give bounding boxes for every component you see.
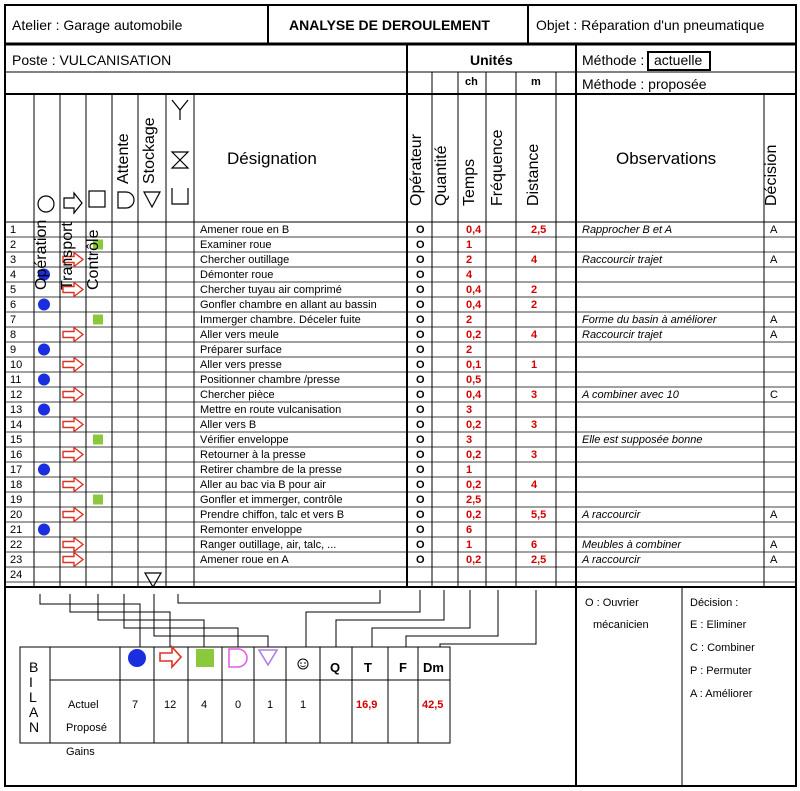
row-designation: Retourner à la presse	[200, 449, 306, 461]
row-number: 4	[10, 269, 17, 281]
bilan-actuel-controle: 4	[201, 699, 208, 711]
row-number: 15	[10, 434, 23, 446]
row-number: 22	[10, 539, 23, 551]
transport-symbol-icon	[64, 193, 82, 213]
bilan-propose-label: Proposé	[66, 722, 107, 734]
bilan-transport-icon	[160, 647, 181, 667]
row-temps: 1	[466, 464, 473, 476]
row-distance: 2,5	[531, 224, 547, 236]
row24-stockage-icon	[145, 573, 161, 587]
col-controle-header: Contrôle	[85, 229, 102, 290]
col-stockage-header: Stockage	[141, 117, 158, 184]
row-designation: Démonter roue	[200, 269, 274, 281]
bilan-operator-icon	[298, 659, 308, 669]
unit-ch-label: ch	[465, 76, 478, 88]
row-observation: Raccourcir trajet	[582, 329, 663, 341]
bilan-letter: L	[29, 689, 37, 705]
transport-marker-icon	[63, 553, 83, 567]
operation-symbol-icon	[38, 196, 54, 212]
row-temps: 2,5	[466, 494, 482, 506]
row-number: 9	[10, 344, 17, 356]
row-operateur: O	[416, 239, 425, 251]
row-operateur: O	[416, 554, 425, 566]
row-temps: 0,4	[466, 284, 482, 296]
row-number: 12	[10, 389, 23, 401]
col-transport-header: Transport	[59, 222, 76, 290]
row-decision: A	[770, 554, 778, 566]
operation-marker-icon	[38, 524, 50, 536]
bilan-actuel-t: 16,9	[356, 699, 378, 711]
row-observation: A raccourcir	[582, 509, 641, 521]
row-temps: 0,4	[466, 389, 482, 401]
row-designation: Gonfler chambre en allant au bassin	[200, 299, 377, 311]
row-temps: 0,4	[466, 299, 482, 311]
bilan-controle-icon	[196, 649, 214, 667]
transport-marker-icon	[63, 358, 83, 372]
methode-proposee-label: Méthode : proposée	[582, 76, 707, 92]
row-temps: 0,2	[466, 554, 482, 566]
transport-marker-icon	[63, 478, 83, 492]
stockage-symbol-icon	[144, 192, 160, 207]
row-designation: Amener roue en B	[200, 224, 290, 236]
methode-actuelle-value: actuelle	[654, 52, 703, 68]
row-number: 8	[10, 329, 17, 341]
row-designation: Prendre chiffon, talc et vers B	[200, 509, 345, 521]
row-distance: 2,5	[531, 554, 547, 566]
legend-eliminer: E : Eliminer	[690, 619, 747, 631]
row-designation: Remonter enveloppe	[200, 524, 303, 536]
row-observation: Forme du basin à améliorer	[582, 314, 717, 326]
row-temps: 0,2	[466, 329, 482, 341]
row-designation: Mettre en route vulcanisation	[200, 404, 342, 416]
bilan-actuel-dm: 42,5	[422, 699, 444, 711]
operation-marker-icon	[38, 374, 50, 386]
legend-combiner: C : Combiner	[690, 642, 755, 654]
attente-symbol-icon	[118, 192, 134, 208]
operation-marker-icon	[38, 464, 50, 476]
bilan-actuel-operation: 7	[132, 699, 139, 711]
row-operateur: O	[416, 389, 425, 401]
bilan-letter: N	[29, 719, 40, 735]
bilan-letter: I	[29, 674, 33, 690]
row-number: 5	[10, 284, 17, 296]
row-temps: 6	[466, 524, 473, 536]
row-operateur: O	[416, 524, 425, 536]
col-designation-header: Désignation	[227, 149, 317, 168]
legend-permuter: P : Permuter	[690, 665, 752, 677]
row-designation: Vérifier enveloppe	[200, 434, 289, 446]
row-operateur: O	[416, 449, 425, 461]
row-number: 17	[10, 464, 23, 476]
col-quantite-header: Quantité	[433, 145, 450, 206]
row-decision: A	[770, 539, 778, 551]
row-temps: 3	[466, 434, 473, 446]
controle-symbol-icon	[89, 191, 105, 207]
row-decision: A	[770, 314, 778, 326]
row-distance: 3	[531, 449, 538, 461]
row-operateur: O	[416, 509, 425, 521]
row-distance: 2	[531, 284, 538, 296]
transport-marker-icon	[63, 448, 83, 462]
row-distance: 4	[531, 329, 538, 341]
row-designation: Ranger outillage, air, talc, ...	[200, 539, 337, 551]
row-designation: Chercher tuyau air comprimé	[200, 284, 342, 296]
row-operateur: O	[416, 404, 425, 416]
row-number: 7	[10, 314, 17, 326]
row-number: 10	[10, 359, 23, 371]
row-number: 6	[10, 299, 17, 311]
row-number: 13	[10, 404, 23, 416]
bilan-symbol-header	[128, 647, 308, 669]
row-designation: Chercher pièce	[200, 389, 275, 401]
row-operateur: O	[416, 254, 425, 266]
legend-ouvrier-1: O : Ouvrier	[585, 597, 639, 609]
bilan-q-header: Q	[330, 660, 341, 675]
row-designation: Aller vers meule	[200, 329, 279, 341]
row-designation: Aller vers presse	[200, 359, 282, 371]
bilan-letter: B	[29, 659, 39, 675]
bilan-actuel-transport: 12	[164, 699, 177, 711]
row-distance: 3	[531, 419, 538, 431]
row-operateur: O	[416, 539, 425, 551]
row-designation: Immerger chambre. Déceler fuite	[200, 314, 361, 326]
row-operateur: O	[416, 329, 425, 341]
col-operation-header: Opération	[33, 219, 50, 290]
col-attente-header: Attente	[115, 133, 132, 184]
operation-marker-icon	[38, 404, 50, 416]
bilan-letter: A	[29, 704, 39, 720]
row-number: 11	[10, 374, 22, 386]
row-designation: Amener roue en A	[200, 554, 289, 566]
unit-m-label: m	[531, 76, 541, 88]
row-operateur: O	[416, 374, 425, 386]
col-observations-header: Observations	[616, 149, 717, 168]
row-temps: 0,2	[466, 419, 482, 431]
col-operateur-header: Opérateur	[408, 133, 425, 206]
row-distance: 1	[531, 359, 538, 371]
row-designation: Positionner chambre /presse	[200, 374, 341, 386]
row-operateur: O	[416, 464, 425, 476]
row-decision: C	[770, 389, 778, 401]
col-temps-header: Temps	[461, 158, 478, 206]
row-temps: 2	[466, 314, 473, 326]
row-number: 1	[10, 224, 17, 236]
bilan-dm-header: Dm	[423, 660, 444, 675]
objet-label: Objet : Réparation d'un pneumatique	[536, 17, 765, 33]
row-distance: 6	[531, 539, 538, 551]
page-title: ANALYSE DE DEROULEMENT	[289, 17, 490, 33]
row-distance: 5,5	[531, 509, 547, 521]
bilan-t-header: T	[364, 660, 372, 675]
row-temps: 1	[466, 539, 473, 551]
row-designation: Aller au bac via B pour air	[200, 479, 326, 491]
row-temps: 2	[466, 254, 473, 266]
operation-marker-icon	[38, 344, 50, 356]
transport-marker-icon	[63, 388, 83, 402]
legend-decision-title: Décision :	[690, 597, 739, 609]
row-decision: A	[770, 254, 778, 266]
row-temps: 1	[466, 239, 473, 251]
row-number: 16	[10, 449, 23, 461]
row-decision: A	[770, 509, 778, 521]
bilan-actuel-operator: 1	[300, 699, 307, 711]
row-observation: Elle est supposée bonne	[582, 434, 703, 446]
transport-marker-icon	[63, 508, 83, 522]
operation-marker-icon	[38, 299, 50, 311]
row-operateur: O	[416, 344, 425, 356]
legend-ameliorer: A : Améliorer	[690, 688, 753, 700]
row-distance: 4	[531, 479, 538, 491]
row-distance: 3	[531, 389, 538, 401]
row-operateur: O	[416, 224, 425, 236]
row-distance: 4	[531, 254, 538, 266]
row-number: 20	[10, 509, 23, 521]
row-number: 24	[10, 569, 23, 581]
row-number: 2	[10, 239, 17, 251]
row-temps: 0,2	[466, 449, 482, 461]
bilan-operation-icon	[128, 649, 146, 667]
row-observation: A raccourcir	[582, 554, 641, 566]
row-observation: Meubles à combiner	[582, 539, 682, 551]
bilan-attente-icon	[229, 649, 247, 667]
row-decision: A	[770, 329, 778, 341]
row-operateur: O	[416, 359, 425, 371]
row-number: 3	[10, 254, 17, 266]
controle-marker-icon	[93, 495, 103, 505]
bilan-stockage-icon	[259, 650, 277, 665]
row-operateur: O	[416, 494, 425, 506]
unites-label: Unités	[470, 52, 513, 68]
transport-marker-icon	[63, 418, 83, 432]
bilan-actuel-stockage: 1	[267, 699, 274, 711]
row-operateur: O	[416, 479, 425, 491]
row-operateur: O	[416, 269, 425, 281]
row-designation: Chercher outillage	[200, 254, 290, 266]
row-observation: A combiner avec 10	[582, 389, 679, 401]
transport-marker-icon	[63, 328, 83, 342]
row-temps: 0,1	[466, 359, 482, 371]
row-number: 19	[10, 494, 23, 506]
row-designation: Examiner roue	[200, 239, 272, 251]
atelier-label: Atelier : Garage automobile	[12, 17, 183, 33]
row-decision: A	[770, 224, 778, 236]
row-observation: Rapprocher B et A	[582, 224, 673, 236]
row-operateur: O	[416, 434, 425, 446]
row-distance: 2	[531, 299, 538, 311]
stockage-extra-icon	[172, 100, 188, 204]
row-number: 14	[10, 419, 23, 431]
bilan-gains-label: Gains	[66, 746, 95, 758]
bilan-f-header: F	[399, 660, 407, 675]
bilan-actuel-label: Actuel	[68, 699, 99, 711]
transport-marker-icon	[63, 538, 83, 552]
bilan-actuel-attente: 0	[235, 699, 242, 711]
row-observation: Raccourcir trajet	[582, 254, 663, 266]
row-designation: Préparer surface	[200, 344, 282, 356]
controle-marker-icon	[93, 435, 103, 445]
row-temps: 0,5	[466, 374, 482, 386]
row-designation: Retirer chambre de la presse	[200, 464, 342, 476]
row-temps: 0,2	[466, 479, 482, 491]
row-operateur: O	[416, 284, 425, 296]
col-distance-header: Distance	[525, 143, 542, 206]
row-number: 18	[10, 479, 23, 491]
row-designation: Aller vers B	[200, 419, 257, 431]
row-designation: Gonfler et immerger, contrôle	[200, 494, 343, 506]
row-temps: 2	[466, 344, 473, 356]
methode-label: Méthode :	[582, 52, 645, 68]
row-temps: 0,4	[466, 224, 482, 236]
row-temps: 3	[466, 404, 473, 416]
row-operateur: O	[416, 299, 425, 311]
controle-marker-icon	[93, 315, 103, 325]
row-number: 21	[10, 524, 23, 536]
col-frequence-header: Fréquence	[489, 129, 506, 206]
row-temps: 4	[466, 269, 473, 281]
row-temps: 0,2	[466, 509, 482, 521]
row-operateur: O	[416, 314, 425, 326]
legend-ouvrier-2: mécanicien	[593, 619, 649, 631]
col-decision-header: Décision	[763, 144, 780, 206]
poste-label: Poste : VULCANISATION	[12, 52, 172, 68]
row-operateur: O	[416, 419, 425, 431]
row-number: 23	[10, 554, 23, 566]
